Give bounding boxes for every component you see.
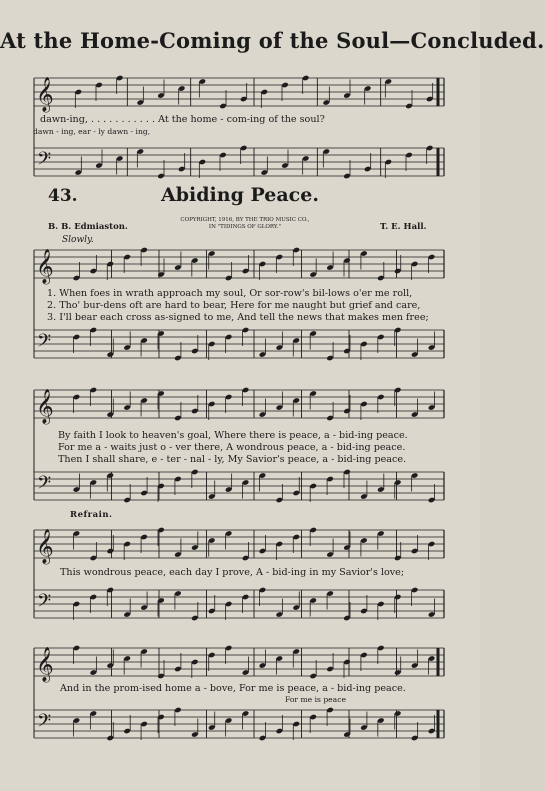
top-lyric-line-1: dawn-ing, . . . . . . . . . . . At the home - com-ing of the soul? [40, 114, 325, 125]
verse-b-line-1: By faith I look to heaven's goal, Where there is peace, a - bid-ing peace. [58, 430, 408, 441]
system-2-bass-clef: 𝄢 [37, 473, 52, 498]
composer-credit: T. E. Hall. [380, 222, 427, 232]
verse-b-line-3: Then I shall share, e - ter - nal - ly, My Savior's peace, a - bid-ing peace. [58, 454, 407, 465]
top-lyric-line-2: dawn - ing, ear - ly dawn - ing, [33, 127, 151, 136]
system-4-treble-clef: 𝄞 [36, 647, 54, 682]
hymn-number: 43. [48, 186, 78, 206]
refrain-label: Refrain. [70, 510, 113, 520]
refrain-lyric-line-2: And in the prom-ised home a - bove, For me is peace, a - bid-ing peace. [60, 683, 406, 694]
hymn-title: Abiding Peace. [161, 184, 319, 206]
copyright-notice [160, 217, 330, 231]
system-3-bass-clef: 𝄢 [37, 591, 52, 616]
system-top-treble-clef: 𝄞 [36, 77, 54, 112]
system-2-treble-clef: 𝄞 [36, 389, 54, 424]
system-1-treble-clef: 𝄞 [36, 249, 54, 284]
page-title: At the Home-Coming of the Soul—Concluded. [0, 28, 545, 53]
system-1-bass-clef: 𝄢 [37, 331, 52, 356]
system-3-treble-clef: 𝄞 [36, 529, 54, 564]
verse-a-line-3: 3. I'll bear each cross as-signed to me, And tell the news that makes men free; [47, 312, 429, 323]
verse-a-line-1: 1. When foes in wrath approach my soul, Or sor-row's bil-lows o'er me roll, [47, 288, 413, 299]
copyright-line-1: COPYRIGHT, 1916, BY THE TRIO MUSIC CO., [180, 217, 310, 223]
refrain-lyric-small: For me is peace [285, 695, 346, 704]
copyright-line-2: IN "TIDINGS OF GLORY." [208, 224, 282, 230]
refrain-lyric-line-1: This wondrous peace, each day I prove, A - bid-ing in my Savior's love; [60, 567, 405, 578]
tempo-marking: Slowly. [62, 235, 94, 245]
system-top-bass-clef: 𝄢 [37, 149, 52, 174]
system-4-bass-clef: 𝄢 [37, 711, 52, 736]
verse-a-line-2: 2. Tho' bur-dens oft are hard to bear, Here for me naught but grief and care, [47, 300, 421, 311]
verse-b-line-2: For me a - waits just o - ver there, A wondrous peace, a - bid-ing peace. [58, 442, 406, 453]
author-credit: B. B. Edmiaston. [48, 222, 128, 232]
